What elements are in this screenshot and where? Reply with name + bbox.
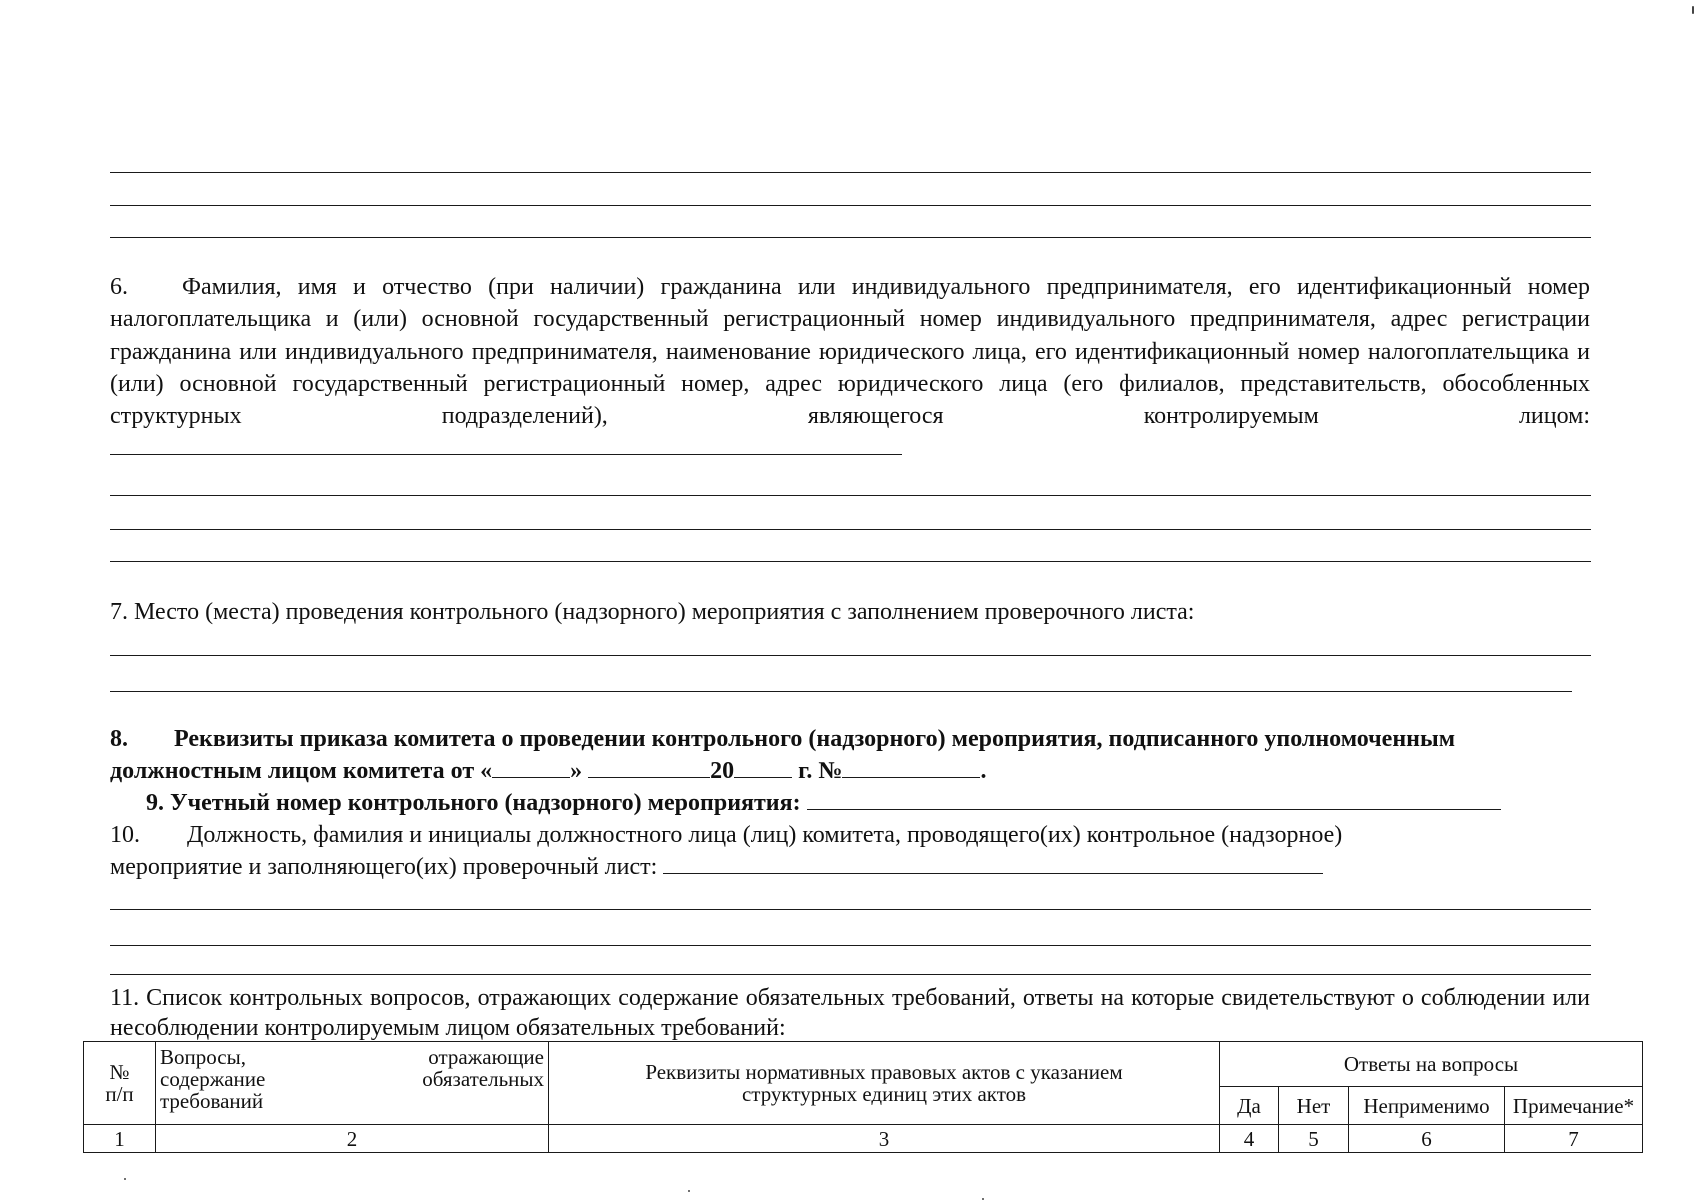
- fill-line[interactable]: [110, 561, 1591, 562]
- period: .: [980, 758, 987, 784]
- header-questions-w5: требований: [160, 1089, 264, 1113]
- header-number: [84, 1042, 156, 1125]
- header-no: Нет: [1279, 1087, 1349, 1125]
- year-prefix: 20: [710, 758, 735, 784]
- order-number-field[interactable]: [842, 755, 980, 778]
- section-9-text: 9. Учетный номер контрольного (надзорного) мероприятия:: [146, 790, 801, 816]
- section-8-line-1: [110, 723, 1455, 755]
- section-7-paragraph: [110, 596, 1590, 628]
- header-questions-w2: отражающие: [428, 1045, 544, 1069]
- fill-line[interactable]: [110, 691, 1572, 692]
- fill-line[interactable]: [110, 495, 1591, 496]
- header-number-line1: №: [109, 1060, 130, 1084]
- section-8-number: 8.: [110, 726, 128, 752]
- section-10-number: 10.: [110, 822, 140, 848]
- header-acts: Реквизиты нормативных правовых актов с указанием структурных единиц этих актов: [549, 1042, 1220, 1125]
- registration-number-field[interactable]: [807, 787, 1501, 810]
- section-9-line: [146, 787, 1501, 819]
- index-cell: 4: [1220, 1125, 1279, 1153]
- order-number-label: г. №: [798, 758, 843, 784]
- index-cell: 7: [1505, 1125, 1643, 1153]
- section-6-number: 6.: [110, 274, 128, 300]
- scan-speck: [1692, 6, 1694, 14]
- controlled-person-field[interactable]: [110, 432, 902, 455]
- fill-line[interactable]: [110, 974, 1591, 975]
- index-cell: 2: [156, 1125, 549, 1153]
- index-cell: 1: [84, 1125, 156, 1153]
- fill-line[interactable]: [110, 529, 1591, 530]
- header-questions-w4: обязательных: [422, 1067, 544, 1091]
- header-questions-w3: содержание: [160, 1067, 266, 1091]
- fill-line[interactable]: [110, 909, 1591, 910]
- section-11-paragraph: [110, 983, 1590, 1043]
- header-yes: Да: [1220, 1087, 1279, 1125]
- section-8-line-2: [110, 755, 986, 787]
- section-10-text-2: мероприятие и заполняющего(их) проверочный лист:: [110, 854, 658, 880]
- fill-line[interactable]: [110, 205, 1591, 206]
- fill-line[interactable]: [110, 945, 1591, 946]
- scan-speck: [124, 1178, 126, 1180]
- scan-speck: [688, 1190, 690, 1192]
- section-11-text: 11. Список контрольных вопросов, отражающих содержание обязательных требований, ответы на которые свидетельствуют о соблюдении или несоблюдении контролируемым лицом обязательных требований:: [110, 985, 1590, 1041]
- fill-line[interactable]: [110, 172, 1591, 173]
- header-questions: [156, 1042, 549, 1125]
- index-cell: 5: [1279, 1125, 1349, 1153]
- header-note: Примечание*: [1505, 1087, 1643, 1125]
- order-date-label: должностным лицом комитета от «: [110, 758, 493, 784]
- order-year-field[interactable]: [734, 755, 792, 778]
- section-6-text: Фамилия, имя и отчество (при наличии) гражданина или индивидуального предпринимателя, его идентификационный номер налогоплательщика и (или) основной государственный регистрационный номер индивидуального предпринимателя, адрес регистрации гражданина или индивидуального предпринимателя, наименование юридического лица, его идентификационный номер налогоплательщика и (или) основной государственный регистрационный номер, адрес юридического лица (его филиалов, представительств, обособленных структурных подразделений), являющегося контролируемым лицом:: [110, 274, 1590, 430]
- fill-line[interactable]: [110, 655, 1591, 656]
- section-6-paragraph: [110, 271, 1590, 465]
- fill-line[interactable]: [110, 237, 1591, 238]
- section-7-text: 7. Место (места) проведения контрольного (надзорного) мероприятия с заполнением проверочного листа:: [110, 599, 1195, 625]
- quote-close: »: [570, 758, 583, 784]
- table-row: [84, 1125, 1643, 1153]
- header-number-line2: п/п: [105, 1082, 134, 1106]
- checklist-table: [83, 1041, 1643, 1153]
- section-8-text: Реквизиты приказа комитета о проведении контрольного (надзорного) мероприятия, подписанного уполномоченным: [174, 726, 1456, 752]
- index-cell: 6: [1349, 1125, 1505, 1153]
- section-10-line-2: [110, 851, 1323, 883]
- official-field[interactable]: [663, 851, 1323, 874]
- section-10-line-1: [110, 819, 1342, 851]
- order-day-field[interactable]: [492, 755, 570, 778]
- order-month-field[interactable]: [588, 755, 710, 778]
- header-questions-w1: Вопросы,: [160, 1045, 246, 1069]
- header-answers: Ответы на вопросы: [1220, 1042, 1643, 1087]
- index-cell: 3: [549, 1125, 1220, 1153]
- section-10-text: Должность, фамилия и инициалы должностного лица (лиц) комитета, проводящего(их) контрольное (надзорное): [187, 822, 1343, 848]
- header-not-applicable: Неприменимо: [1349, 1087, 1505, 1125]
